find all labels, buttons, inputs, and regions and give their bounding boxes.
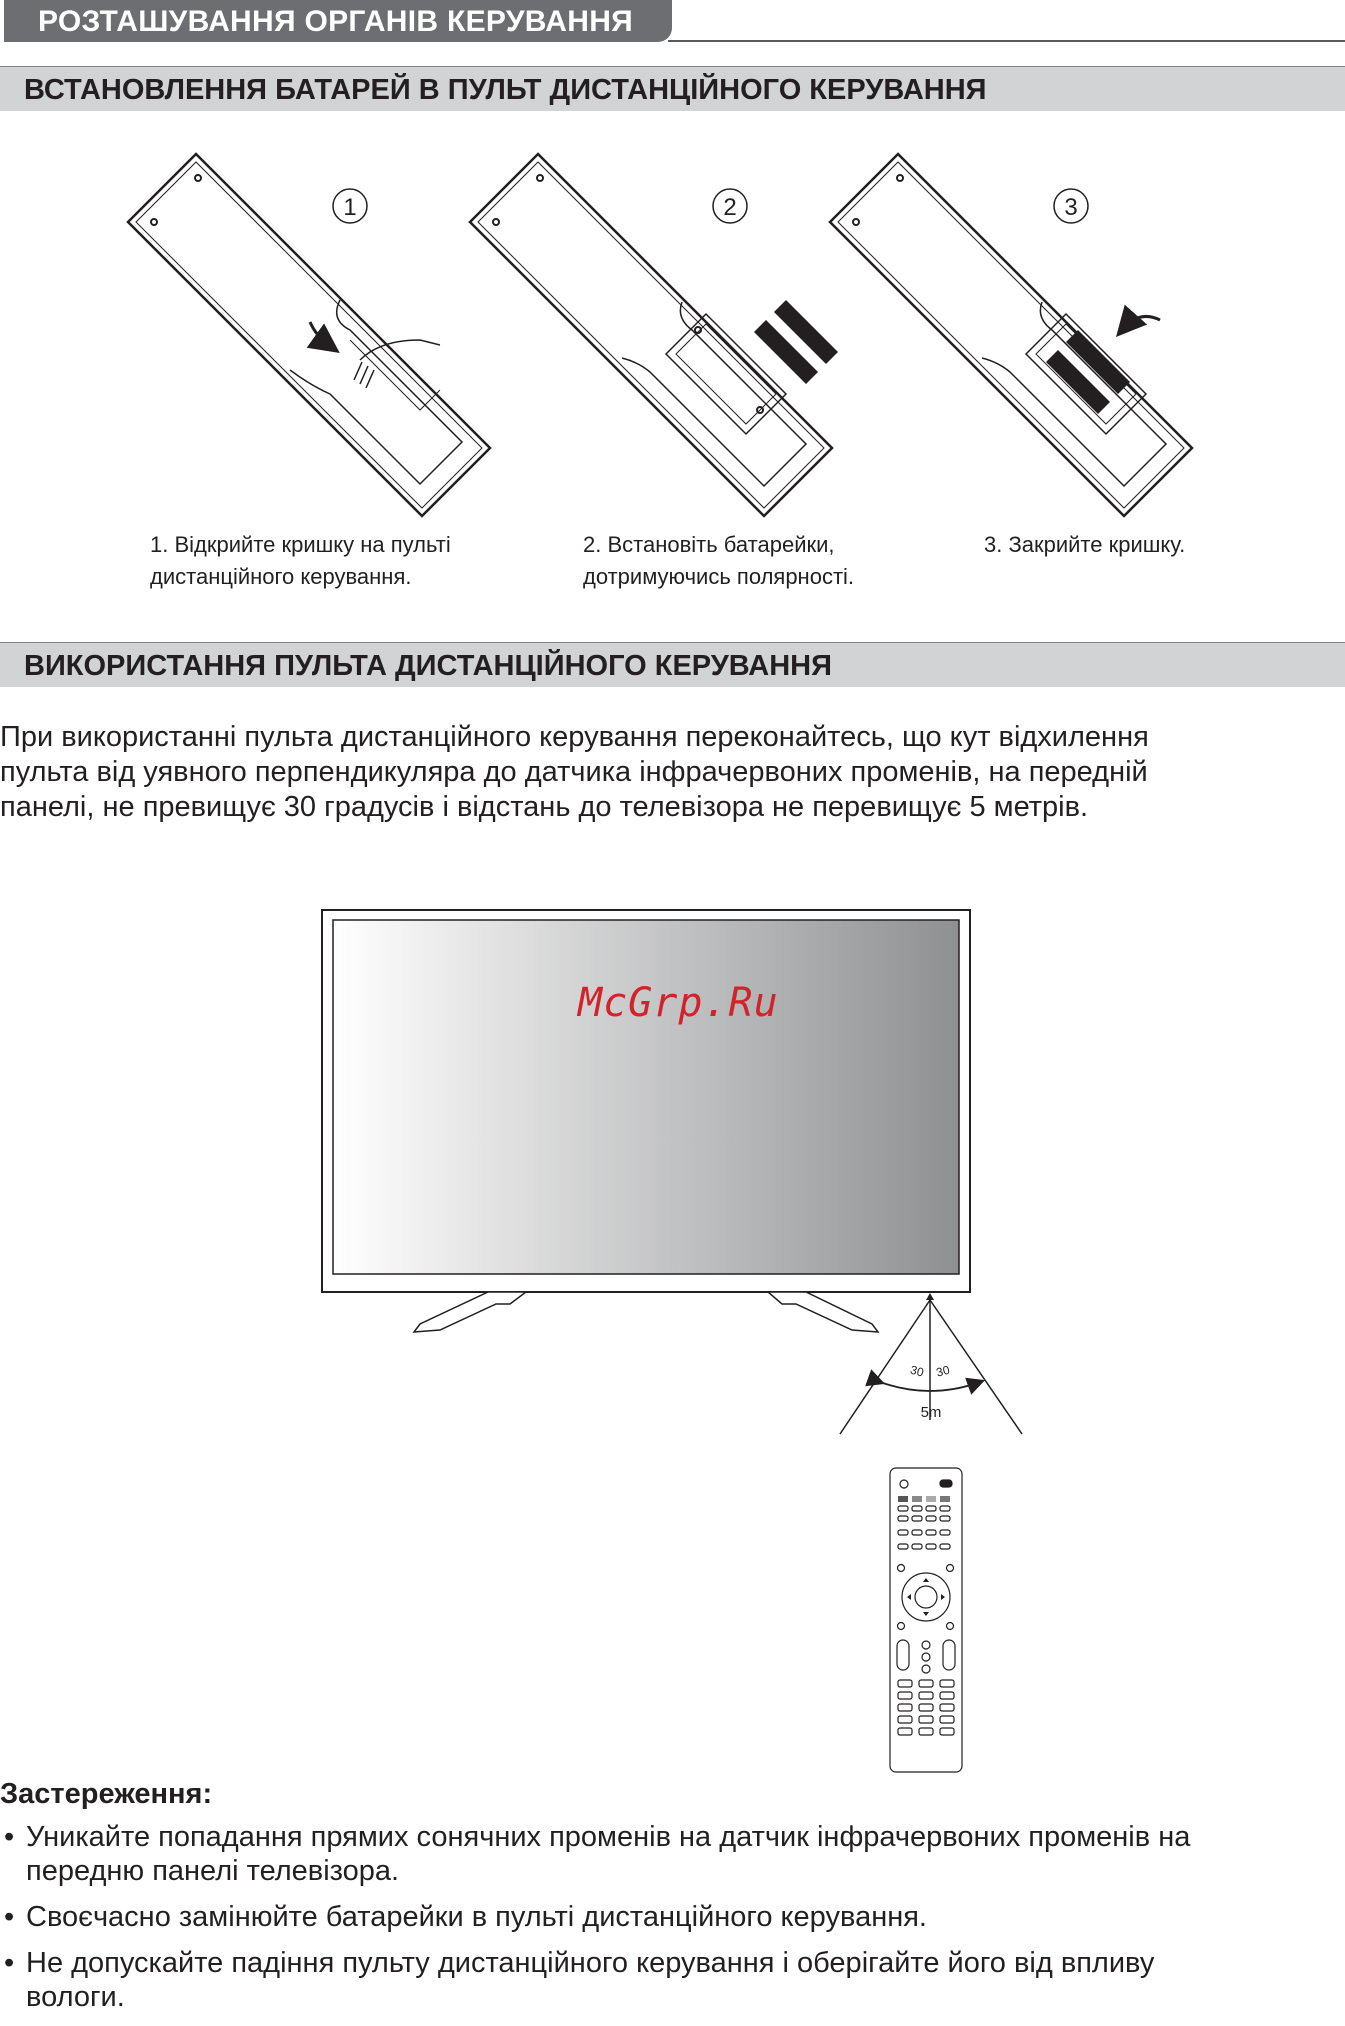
remote-control-illustration — [890, 1468, 962, 1772]
step-2-number-label: 2 — [723, 194, 737, 221]
step-3-number — [1054, 189, 1088, 223]
warning-item-2-line1: • Своєчасно замінюйте батарейки в пульті дистанційного керування. — [26, 1901, 927, 1933]
distance-label: 5m — [920, 1404, 942, 1421]
step-3-caption — [984, 529, 1185, 561]
battery-steps-illustration — [0, 140, 1345, 520]
step-2-caption — [583, 529, 854, 593]
usage-intro-paragraph — [0, 720, 1340, 825]
angle-left-label: 30 — [908, 1362, 926, 1380]
step-2-batteries — [754, 300, 838, 384]
usage-intro-line3: панелі, не превищує 30 градусів і відстань до телевізора не перевищує 5 метрів. — [0, 791, 1089, 823]
angle-right-label: 30 — [934, 1362, 952, 1380]
page-header-tab: РОЗТАШУВАННЯ ОРГАНІВ КЕРУВАННЯ — [4, 0, 672, 42]
step-3-caption-line1: 3. Закрийте кришку. — [984, 532, 1186, 557]
step-3-number-label: 3 — [1064, 194, 1078, 221]
warning-item — [0, 1900, 1335, 1934]
warning-item-1-line2: передню панелі телевізора. — [26, 1855, 400, 1887]
watermark: McGrp.Ru — [578, 980, 779, 1026]
usage-intro-line2: пульта від уявного перпендикуляра до датчика інфрачервоних променів, на передній — [0, 756, 1148, 788]
battery-section-title: ВСТАНОВЛЕННЯ БАТАРЕЙ В ПУЛЬТ ДИСТАНЦІЙНОГО КЕРУВАННЯ — [0, 67, 1345, 111]
header-rule — [668, 40, 1345, 42]
usage-section-title: ВИКОРИСТАННЯ ПУЛЬТА ДИСТАНЦІЙНОГО КЕРУВАННЯ — [0, 643, 1345, 687]
warning-item-1-line1: • Уникайте попадання прямих сонячних променів на датчик інфрачервоних променів на — [26, 1821, 1191, 1853]
warning-item-3-line2: вологи. — [26, 1981, 125, 2013]
step-3-illustration — [830, 154, 1192, 516]
step-1-caption-line2: дистанційного керування. — [150, 564, 412, 589]
step-2-number — [713, 189, 747, 223]
remote-usage-diagram — [0, 900, 1345, 1780]
step-1-caption-line1: 1. Відкрийте кришку на пульті — [150, 532, 451, 557]
warnings-list — [0, 1820, 1335, 2026]
warning-item — [0, 1820, 1335, 1888]
warning-item-3-line1: • Не допускайте падіння пульту дистанційного керування і оберігайте його від впливу — [26, 1947, 1155, 1979]
tv-screen — [333, 920, 959, 1274]
step-1-number-label: 1 — [343, 194, 357, 221]
tv-illustration — [322, 910, 970, 1332]
step-2-caption-line2: дотримуючись полярності. — [583, 564, 855, 589]
step-3-batteries — [1046, 330, 1130, 414]
warnings-title: Застереження: — [0, 1778, 213, 1810]
step-1-number — [333, 189, 367, 223]
usage-intro-line1: При використанні пульта дистанційного керування переконайтесь, що кут відхилення — [0, 721, 1149, 753]
step-1-illustration — [128, 154, 490, 516]
warning-item — [0, 1946, 1335, 2014]
step-1-caption — [150, 529, 451, 593]
step-2-caption-line1: 2. Встановіть батарейки, — [583, 532, 835, 557]
